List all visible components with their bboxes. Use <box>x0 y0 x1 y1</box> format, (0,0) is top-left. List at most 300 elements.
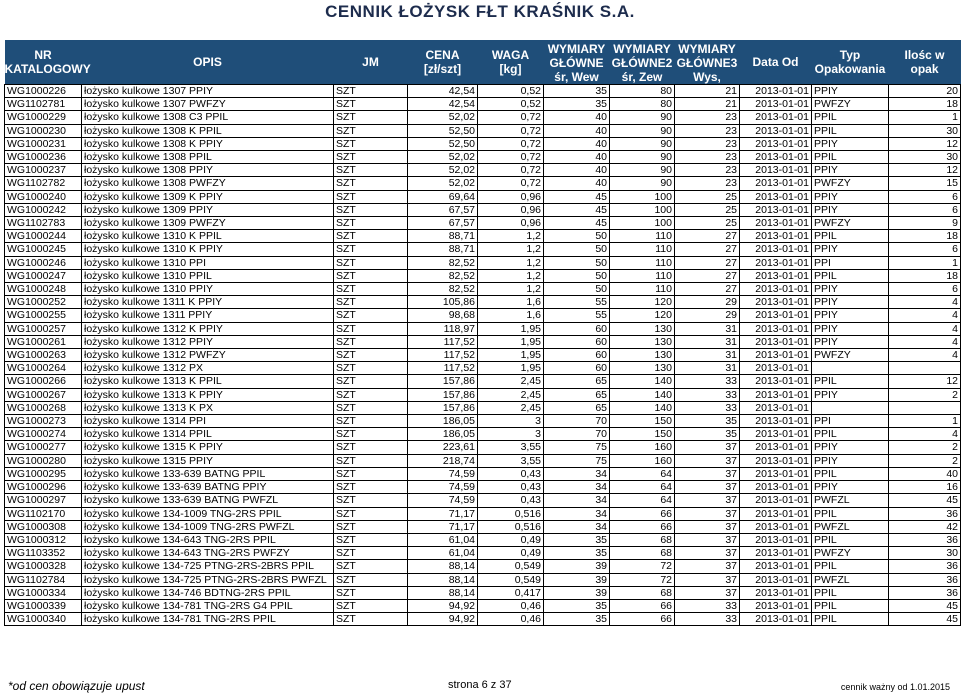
cell-waga: 0,96 <box>478 203 544 216</box>
cell-wew: 45 <box>544 217 610 230</box>
cell-cena: 52,02 <box>408 164 478 177</box>
cell-typ: PPIL <box>812 230 889 243</box>
cell-cena: 52,02 <box>408 151 478 164</box>
cell-wew: 75 <box>544 441 610 454</box>
cell-wew: 65 <box>544 375 610 388</box>
cell-data-od: 2013-01-01 <box>740 203 812 216</box>
table-row <box>5 507 961 520</box>
cell-nr: WG1000340 <box>5 613 82 626</box>
cell-typ: PWFZY <box>812 349 889 362</box>
cell-cena: 105,86 <box>408 296 478 309</box>
cell-jm: SZT <box>334 124 408 137</box>
cell-waga: 0,43 <box>478 481 544 494</box>
cell-cena: 82,52 <box>408 269 478 282</box>
cell-data-od: 2013-01-01 <box>740 507 812 520</box>
cell-wew: 60 <box>544 322 610 335</box>
cell-cena: 74,59 <box>408 494 478 507</box>
cell-typ: PPI <box>812 415 889 428</box>
cell-ilosc: 4 <box>889 309 961 322</box>
cell-cena: 94,92 <box>408 613 478 626</box>
cell-cena: 42,54 <box>408 85 478 98</box>
cell-wys: 23 <box>675 137 740 150</box>
cell-jm: SZT <box>334 415 408 428</box>
cell-jm: SZT <box>334 388 408 401</box>
table-row <box>5 256 961 269</box>
cell-wys: 31 <box>675 322 740 335</box>
cell-typ: PPIY <box>812 441 889 454</box>
cell-typ: PPIY <box>812 283 889 296</box>
cell-waga: 0,43 <box>478 494 544 507</box>
cell-opis: łożysko kulkowe 1314 PPIL <box>82 428 334 441</box>
cell-wew: 34 <box>544 507 610 520</box>
cell-waga: 0,46 <box>478 613 544 626</box>
cell-cena: 67,57 <box>408 217 478 230</box>
cell-opis: łożysko kulkowe 134-746 BDTNG-2RS PPIL <box>82 586 334 599</box>
cell-wew: 40 <box>544 124 610 137</box>
table-row <box>5 375 961 388</box>
cell-waga: 0,417 <box>478 586 544 599</box>
cell-typ: PWFZL <box>812 494 889 507</box>
cell-cena: 88,71 <box>408 230 478 243</box>
cell-wys: 37 <box>675 507 740 520</box>
cell-nr: WG1000244 <box>5 230 82 243</box>
cell-zew: 90 <box>610 177 675 190</box>
cell-ilosc: 36 <box>889 533 961 546</box>
cell-opis: łożysko kulkowe 1308 K PPIY <box>82 137 334 150</box>
cell-data-od: 2013-01-01 <box>740 573 812 586</box>
col-header-typ: Typ Opakowania <box>812 40 889 85</box>
col-header-opis: OPIS <box>82 40 334 85</box>
cell-waga: 0,549 <box>478 573 544 586</box>
cell-zew: 72 <box>610 573 675 586</box>
cell-jm: SZT <box>334 322 408 335</box>
cell-cena: 61,04 <box>408 533 478 546</box>
cell-opis: łożysko kulkowe 1308 PPIL <box>82 151 334 164</box>
cell-opis: łożysko kulkowe 134-643 TNG-2RS PPIL <box>82 533 334 546</box>
cell-typ <box>812 401 889 414</box>
cell-wew: 35 <box>544 85 610 98</box>
cell-cena: 74,59 <box>408 481 478 494</box>
cell-typ: PPIL <box>812 586 889 599</box>
table-row <box>5 124 961 137</box>
cell-jm: SZT <box>334 85 408 98</box>
table-row <box>5 613 961 626</box>
cell-wys: 29 <box>675 296 740 309</box>
cell-nr: WG1000255 <box>5 309 82 322</box>
cell-opis: łożysko kulkowe 1308 PWFZY <box>82 177 334 190</box>
cell-wys: 37 <box>675 586 740 599</box>
cell-waga: 2,45 <box>478 401 544 414</box>
cell-jm: SZT <box>334 494 408 507</box>
col-header-cena: CENA [zł/szt] <box>408 40 478 85</box>
cell-jm: SZT <box>334 547 408 560</box>
cell-data-od: 2013-01-01 <box>740 533 812 546</box>
cell-jm: SZT <box>334 441 408 454</box>
table-row <box>5 98 961 111</box>
table-row <box>5 335 961 348</box>
cell-jm: SZT <box>334 151 408 164</box>
cell-jm: SZT <box>334 243 408 256</box>
cell-nr: WG1000245 <box>5 243 82 256</box>
cell-jm: SZT <box>334 481 408 494</box>
cell-ilosc: 6 <box>889 203 961 216</box>
cell-wew: 34 <box>544 494 610 507</box>
cell-ilosc: 4 <box>889 428 961 441</box>
cell-wys: 29 <box>675 309 740 322</box>
cell-wys: 25 <box>675 217 740 230</box>
cell-data-od: 2013-01-01 <box>740 137 812 150</box>
cell-typ: PPIY <box>812 388 889 401</box>
cell-jm: SZT <box>334 203 408 216</box>
cell-wew: 50 <box>544 283 610 296</box>
cell-cena: 88,71 <box>408 243 478 256</box>
cell-ilosc: 1 <box>889 111 961 124</box>
cell-data-od: 2013-01-01 <box>740 454 812 467</box>
cell-nr: WG1000267 <box>5 388 82 401</box>
cell-ilosc: 1 <box>889 415 961 428</box>
cell-typ: PWFZY <box>812 177 889 190</box>
table-row <box>5 111 961 124</box>
cell-opis: łożysko kulkowe 1308 PPIY <box>82 164 334 177</box>
cell-cena: 186,05 <box>408 428 478 441</box>
cell-wys: 33 <box>675 388 740 401</box>
table-row <box>5 283 961 296</box>
cell-typ: PPIL <box>812 269 889 282</box>
cell-wew: 40 <box>544 137 610 150</box>
cell-wew: 40 <box>544 111 610 124</box>
cell-cena: 61,04 <box>408 547 478 560</box>
cell-waga: 1,95 <box>478 322 544 335</box>
cell-data-od: 2013-01-01 <box>740 85 812 98</box>
table-body <box>5 85 961 626</box>
cell-wys: 33 <box>675 599 740 612</box>
cell-wys: 25 <box>675 190 740 203</box>
table-row <box>5 190 961 203</box>
cell-cena: 71,17 <box>408 507 478 520</box>
price-table <box>4 40 961 626</box>
cell-nr: WG1000297 <box>5 494 82 507</box>
cell-ilosc: 18 <box>889 269 961 282</box>
cell-waga: 1,2 <box>478 230 544 243</box>
cell-nr: WG1000236 <box>5 151 82 164</box>
cell-zew: 64 <box>610 494 675 507</box>
cell-opis: łożysko kulkowe 1308 K PPIL <box>82 124 334 137</box>
table-row <box>5 533 961 546</box>
cell-nr: WG1000280 <box>5 454 82 467</box>
cell-waga: 3,55 <box>478 441 544 454</box>
cell-ilosc: 18 <box>889 230 961 243</box>
cell-cena: 186,05 <box>408 415 478 428</box>
cell-data-od: 2013-01-01 <box>740 177 812 190</box>
cell-cena: 69,64 <box>408 190 478 203</box>
cell-nr: WG1103352 <box>5 547 82 560</box>
col-header-nr-katalogowy: NR KATALOGOWY <box>5 40 82 85</box>
cell-wys: 37 <box>675 481 740 494</box>
cell-jm: SZT <box>334 137 408 150</box>
cell-data-od: 2013-01-01 <box>740 230 812 243</box>
cell-wew: 60 <box>544 335 610 348</box>
cell-ilosc: 2 <box>889 454 961 467</box>
cell-zew: 90 <box>610 151 675 164</box>
cell-ilosc: 30 <box>889 151 961 164</box>
cell-cena: 67,57 <box>408 203 478 216</box>
cell-typ: PWFZL <box>812 573 889 586</box>
cell-wys: 31 <box>675 349 740 362</box>
cell-nr: WG1000246 <box>5 256 82 269</box>
cell-typ: PPIL <box>812 560 889 573</box>
cell-jm: SZT <box>334 164 408 177</box>
cell-cena: 88,14 <box>408 586 478 599</box>
cell-data-od: 2013-01-01 <box>740 362 812 375</box>
cell-typ: PPIY <box>812 296 889 309</box>
cell-typ: PPIY <box>812 309 889 322</box>
cell-cena: 42,54 <box>408 98 478 111</box>
cell-waga: 0,72 <box>478 177 544 190</box>
cell-ilosc: 4 <box>889 335 961 348</box>
cell-zew: 64 <box>610 467 675 480</box>
table-row <box>5 586 961 599</box>
cell-typ: PWFZY <box>812 98 889 111</box>
cell-jm: SZT <box>334 586 408 599</box>
cell-data-od: 2013-01-01 <box>740 586 812 599</box>
cell-zew: 64 <box>610 481 675 494</box>
cell-zew: 90 <box>610 124 675 137</box>
cell-zew: 66 <box>610 520 675 533</box>
table-row <box>5 151 961 164</box>
cell-nr: WG1000248 <box>5 283 82 296</box>
cell-wew: 50 <box>544 256 610 269</box>
cell-cena: 88,14 <box>408 573 478 586</box>
cell-zew: 140 <box>610 401 675 414</box>
cell-zew: 68 <box>610 586 675 599</box>
cell-wew: 50 <box>544 230 610 243</box>
cell-wys: 37 <box>675 560 740 573</box>
cell-jm: SZT <box>334 467 408 480</box>
cell-ilosc: 36 <box>889 560 961 573</box>
cell-data-od: 2013-01-01 <box>740 335 812 348</box>
page-number: strona 6 z 37 <box>448 679 512 691</box>
cell-zew: 160 <box>610 454 675 467</box>
cell-cena: 218,74 <box>408 454 478 467</box>
cell-typ: PPIL <box>812 375 889 388</box>
cell-zew: 100 <box>610 217 675 230</box>
cell-data-od: 2013-01-01 <box>740 415 812 428</box>
cell-ilosc: 36 <box>889 586 961 599</box>
cell-typ: PPIY <box>812 203 889 216</box>
cell-typ: PPIL <box>812 467 889 480</box>
cell-nr: WG1102170 <box>5 507 82 520</box>
cell-zew: 90 <box>610 137 675 150</box>
cell-zew: 140 <box>610 388 675 401</box>
cell-cena: 157,86 <box>408 375 478 388</box>
col-header-jm: JM <box>334 40 408 85</box>
cell-cena: 82,52 <box>408 256 478 269</box>
col-header-wymiary2: WYMIARY GŁÓWNE2 <box>610 40 675 71</box>
cell-jm: SZT <box>334 296 408 309</box>
cell-zew: 110 <box>610 256 675 269</box>
cell-wys: 37 <box>675 573 740 586</box>
cell-zew: 100 <box>610 190 675 203</box>
cell-opis: łożysko kulkowe 1310 PPI <box>82 256 334 269</box>
cell-zew: 110 <box>610 243 675 256</box>
cell-opis: łożysko kulkowe 134-725 PTNG-2RS-2BRS PWFZL <box>82 573 334 586</box>
cell-zew: 90 <box>610 111 675 124</box>
table-row <box>5 481 961 494</box>
cell-nr: WG1000263 <box>5 349 82 362</box>
cell-wys: 23 <box>675 164 740 177</box>
table-row <box>5 217 961 230</box>
cell-ilosc: 12 <box>889 164 961 177</box>
cell-typ: PPIY <box>812 322 889 335</box>
cell-ilosc: 42 <box>889 520 961 533</box>
cell-nr: WG1000264 <box>5 362 82 375</box>
cell-typ: PWFZY <box>812 547 889 560</box>
cell-wew: 50 <box>544 269 610 282</box>
cell-zew: 66 <box>610 507 675 520</box>
cell-opis: łożysko kulkowe 1310 PPIY <box>82 283 334 296</box>
cell-ilosc: 4 <box>889 322 961 335</box>
cell-cena: 94,92 <box>408 599 478 612</box>
cell-wew: 45 <box>544 190 610 203</box>
cell-opis: łożysko kulkowe 1307 PWFZY <box>82 98 334 111</box>
cell-nr: WG1000295 <box>5 467 82 480</box>
cell-zew: 80 <box>610 85 675 98</box>
cell-ilosc: 15 <box>889 177 961 190</box>
cell-wew: 34 <box>544 481 610 494</box>
cell-zew: 66 <box>610 599 675 612</box>
cell-jm: SZT <box>334 560 408 573</box>
cell-wew: 39 <box>544 573 610 586</box>
cell-zew: 150 <box>610 428 675 441</box>
cell-jm: SZT <box>334 230 408 243</box>
cell-ilosc: 36 <box>889 507 961 520</box>
cell-zew: 100 <box>610 203 675 216</box>
table-row <box>5 388 961 401</box>
cell-opis: łożysko kulkowe 1315 K PPIY <box>82 441 334 454</box>
cell-ilosc: 1 <box>889 256 961 269</box>
table-row <box>5 322 961 335</box>
cell-cena: 117,52 <box>408 362 478 375</box>
cell-data-od: 2013-01-01 <box>740 481 812 494</box>
cell-zew: 72 <box>610 560 675 573</box>
cell-jm: SZT <box>334 269 408 282</box>
cell-ilosc: 45 <box>889 613 961 626</box>
cell-ilosc <box>889 362 961 375</box>
table-row <box>5 243 961 256</box>
table-row <box>5 164 961 177</box>
cell-wys: 37 <box>675 547 740 560</box>
cell-wew: 55 <box>544 296 610 309</box>
cell-data-od: 2013-01-01 <box>740 269 812 282</box>
cell-typ: PPIL <box>812 124 889 137</box>
cell-data-od: 2013-01-01 <box>740 98 812 111</box>
cell-wys: 35 <box>675 415 740 428</box>
cell-ilosc: 45 <box>889 494 961 507</box>
cell-opis: łożysko kulkowe 1313 K PPIL <box>82 375 334 388</box>
cell-opis: łożysko kulkowe 134-781 TNG-2RS PPIL <box>82 613 334 626</box>
cell-ilosc: 6 <box>889 190 961 203</box>
cell-waga: 1,2 <box>478 269 544 282</box>
cell-opis: łożysko kulkowe 133-639 BATNG PPIY <box>82 481 334 494</box>
cell-wew: 35 <box>544 547 610 560</box>
cell-waga: 0,516 <box>478 507 544 520</box>
col-header-data-od: Data Od <box>740 40 812 85</box>
cell-waga: 0,52 <box>478 85 544 98</box>
cell-wew: 35 <box>544 613 610 626</box>
cell-zew: 66 <box>610 613 675 626</box>
cell-opis: łożysko kulkowe 133-639 BATNG PWFZL <box>82 494 334 507</box>
cell-zew: 150 <box>610 415 675 428</box>
cell-typ: PPIY <box>812 243 889 256</box>
cell-waga: 0,72 <box>478 137 544 150</box>
cell-ilosc: 2 <box>889 388 961 401</box>
table-row <box>5 415 961 428</box>
cell-wew: 55 <box>544 309 610 322</box>
cell-wew: 40 <box>544 177 610 190</box>
cell-data-od: 2013-01-01 <box>740 296 812 309</box>
cell-typ: PPIL <box>812 599 889 612</box>
cell-cena: 52,02 <box>408 177 478 190</box>
cell-wew: 50 <box>544 243 610 256</box>
cell-wew: 35 <box>544 533 610 546</box>
cell-wys: 25 <box>675 203 740 216</box>
cell-jm: SZT <box>334 454 408 467</box>
col-subheader-wymiary1: śr, Wew <box>544 71 610 85</box>
cell-jm: SZT <box>334 362 408 375</box>
cell-wys: 23 <box>675 177 740 190</box>
cell-wys: 23 <box>675 151 740 164</box>
cell-waga: 0,549 <box>478 560 544 573</box>
cell-wew: 40 <box>544 151 610 164</box>
cell-data-od: 2013-01-01 <box>740 111 812 124</box>
col-header-ilosc: Ilośc w opak <box>889 40 961 85</box>
cell-nr: WG1000261 <box>5 335 82 348</box>
cell-wew: 65 <box>544 388 610 401</box>
cell-zew: 110 <box>610 283 675 296</box>
cell-data-od: 2013-01-01 <box>740 124 812 137</box>
col-header-waga: WAGA [kg] <box>478 40 544 85</box>
cell-nr: WG1000242 <box>5 203 82 216</box>
cell-jm: SZT <box>334 98 408 111</box>
valid-from-note: cennik ważny od 1.01.2015 <box>840 682 950 692</box>
cell-ilosc: 2 <box>889 441 961 454</box>
cell-data-od: 2013-01-01 <box>740 256 812 269</box>
cell-nr: WG1000266 <box>5 375 82 388</box>
cell-zew: 110 <box>610 269 675 282</box>
cell-jm: SZT <box>334 428 408 441</box>
table-row <box>5 599 961 612</box>
cell-data-od: 2013-01-01 <box>740 613 812 626</box>
cell-ilosc: 45 <box>889 599 961 612</box>
cell-ilosc: 18 <box>889 98 961 111</box>
cell-opis: łożysko kulkowe 134-1009 TNG-2RS PPIL <box>82 507 334 520</box>
cell-data-od: 2013-01-01 <box>740 560 812 573</box>
table-row <box>5 349 961 362</box>
cell-zew: 130 <box>610 349 675 362</box>
cell-waga: 0,96 <box>478 217 544 230</box>
table-row <box>5 547 961 560</box>
cell-typ: PPIY <box>812 454 889 467</box>
cell-nr: WG1000277 <box>5 441 82 454</box>
cell-waga: 2,45 <box>478 375 544 388</box>
cell-cena: 88,14 <box>408 560 478 573</box>
cell-data-od: 2013-01-01 <box>740 322 812 335</box>
cell-nr: WG1000274 <box>5 428 82 441</box>
table-row <box>5 401 961 414</box>
cell-jm: SZT <box>334 375 408 388</box>
cell-wys: 37 <box>675 467 740 480</box>
cell-zew: 160 <box>610 441 675 454</box>
